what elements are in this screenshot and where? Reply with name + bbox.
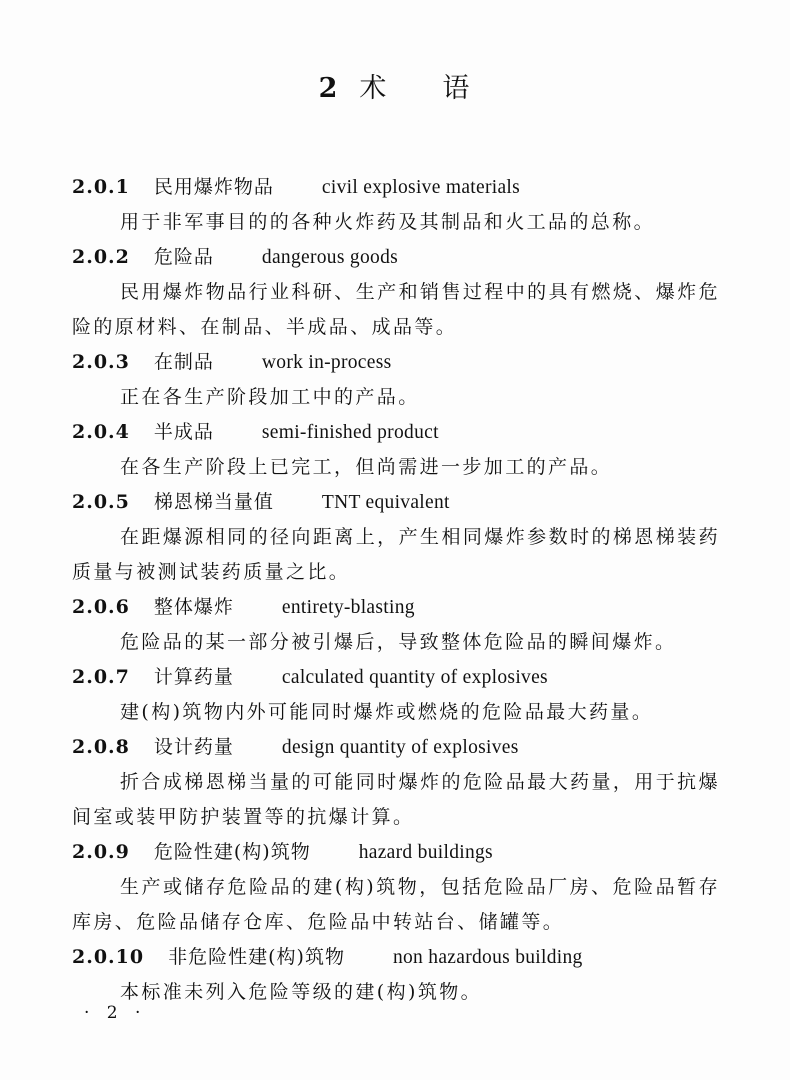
term-entry	[72, 660, 732, 730]
term-entry	[72, 940, 732, 1010]
term-number: 2.0.8	[72, 736, 130, 758]
term-heading	[72, 835, 732, 870]
section-title-word-2: 语	[442, 73, 472, 104]
term-heading	[72, 590, 732, 625]
term-english: entirety-blasting	[281, 597, 415, 618]
term-number: 2.0.9	[72, 841, 130, 863]
term-english: TNT equivalent	[321, 492, 450, 513]
terms-list	[72, 170, 732, 1010]
term-definition: 在各生产阶段上已完工，但尚需进一步加工的产品。	[120, 456, 613, 478]
term-heading	[72, 730, 732, 765]
term-english: semi-finished product	[261, 422, 439, 443]
term-heading	[72, 170, 732, 205]
term-definition: 在距爆源相同的径向距离上，产生相同爆炸参数时的梯恩梯装药质量与被测试装药质量之比。	[72, 526, 720, 583]
term-definition: 建(构)筑物内外可能同时爆炸或燃烧的危险品最大药量。	[120, 701, 654, 723]
section-number: 2	[318, 73, 340, 104]
term-definition: 正在各生产阶段加工中的产品。	[120, 386, 420, 408]
term-heading	[72, 940, 732, 975]
term-english: civil explosive materials	[321, 177, 521, 198]
term-entry	[72, 590, 732, 660]
term-chinese: 民用爆炸物品	[153, 176, 274, 198]
term-english: dangerous goods	[261, 247, 399, 268]
section-title-word-1: 术	[359, 73, 389, 104]
term-definition: 折合成梯恩梯当量的可能同时爆炸的危险品最大药量，用于抗爆间室或装甲防护装置等的抗爆计算。	[72, 771, 720, 828]
term-definition: 民用爆炸物品行业科研、生产和销售过程中的具有燃烧、爆炸危险的原材料、在制品、半成品、成品等。	[72, 281, 720, 338]
term-chinese: 整体爆炸	[153, 596, 234, 618]
term-definition: 生产或储存危险品的建(构)筑物，包括危险品厂房、危险品暂存库房、危险品储存仓库、危险品中转站台、储罐等。	[72, 876, 720, 933]
term-number: 2.0.10	[72, 946, 145, 968]
term-chinese: 非危险性建(构)筑物	[168, 946, 345, 968]
term-number: 2.0.3	[72, 351, 130, 373]
term-entry	[72, 415, 732, 485]
term-number: 2.0.5	[72, 491, 130, 513]
term-entry	[72, 485, 732, 590]
section-title	[0, 66, 790, 105]
term-number: 2.0.2	[72, 246, 130, 268]
term-chinese: 在制品	[153, 351, 214, 373]
term-english: design quantity of explosives	[281, 737, 519, 758]
term-entry	[72, 835, 732, 940]
term-number: 2.0.7	[72, 666, 130, 688]
term-chinese: 计算药量	[153, 666, 234, 688]
term-chinese: 设计药量	[153, 736, 234, 758]
term-entry	[72, 345, 732, 415]
term-number: 2.0.4	[72, 421, 130, 443]
term-heading	[72, 240, 732, 275]
term-number: 2.0.6	[72, 596, 130, 618]
term-entry	[72, 240, 732, 345]
term-heading	[72, 345, 732, 380]
term-definition: 本标准未列入危险等级的建(构)筑物。	[120, 981, 483, 1003]
term-heading	[72, 415, 732, 450]
term-heading	[72, 660, 732, 695]
term-chinese: 危险品	[153, 246, 214, 268]
term-chinese: 梯恩梯当量值	[153, 491, 274, 513]
term-english: calculated quantity of explosives	[281, 667, 548, 688]
term-chinese: 半成品	[153, 421, 214, 443]
term-heading	[72, 485, 732, 520]
page-number: · 2 ·	[84, 1003, 147, 1023]
term-definition: 危险品的某一部分被引爆后，导致整体危险品的瞬间爆炸。	[120, 631, 677, 653]
term-entry	[72, 170, 732, 240]
term-english: non hazardous building	[392, 947, 583, 968]
term-entry	[72, 730, 732, 835]
term-number: 2.0.1	[72, 176, 130, 198]
term-chinese: 危险性建(构)筑物	[153, 841, 311, 863]
term-english: hazard buildings	[358, 842, 493, 863]
term-definition: 用于非军事目的的各种火炸药及其制品和火工品的总称。	[120, 211, 656, 233]
term-english: work in-process	[261, 352, 392, 373]
